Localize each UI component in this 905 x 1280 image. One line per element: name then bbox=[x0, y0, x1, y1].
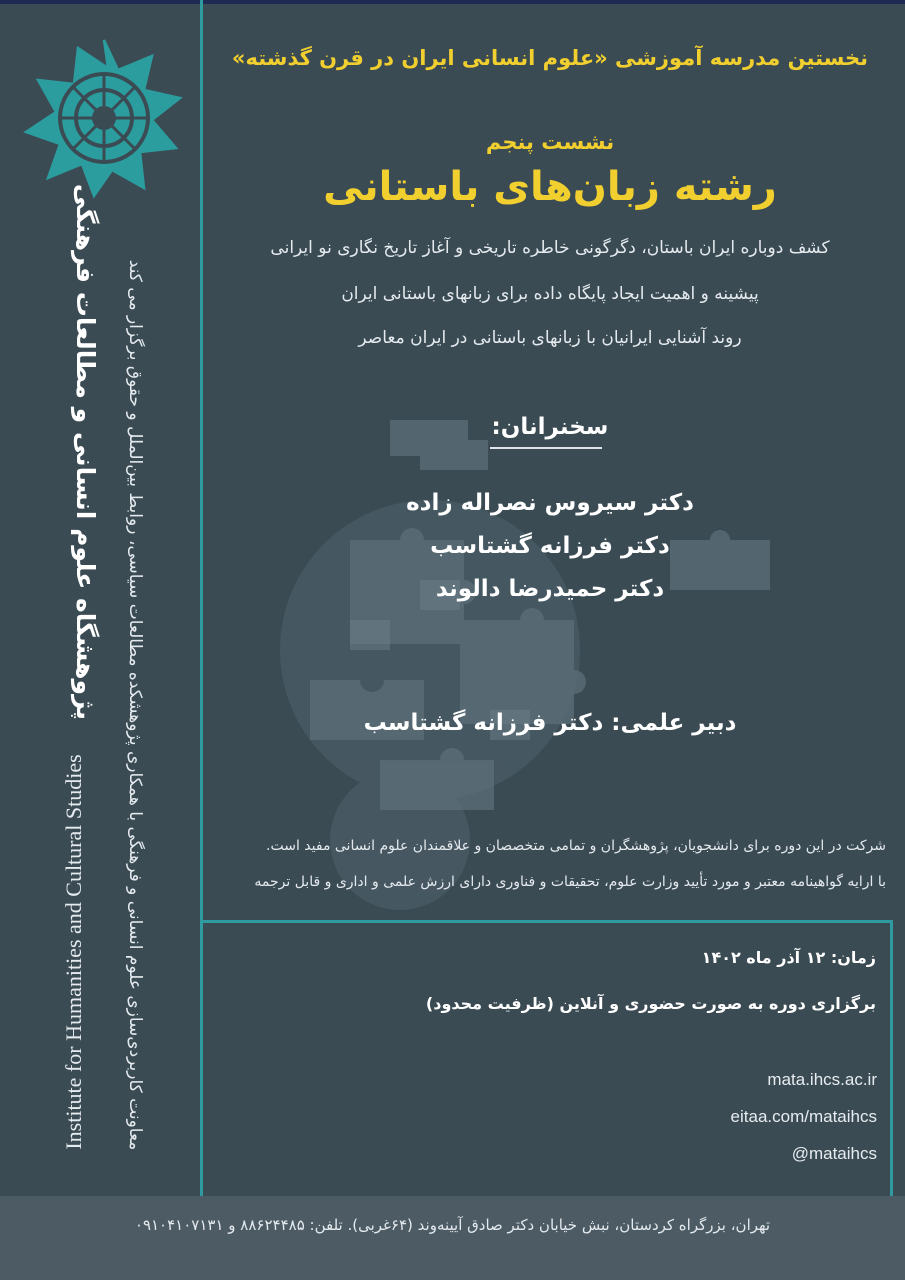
speakers-underline bbox=[490, 447, 602, 449]
main-title: رشته زبان‌های باستانی bbox=[323, 164, 777, 210]
institute-name-en: Institute for Humanities and Cultural Studies bbox=[61, 754, 86, 1150]
series-title: نخستین مدرسه آموزشی «علوم انسانی ایران در قرن گذشته» bbox=[231, 46, 869, 70]
handle-link[interactable]: @mataihcs bbox=[791, 1144, 877, 1163]
speaker-3: دکتر حمیدرضا دالوند bbox=[435, 576, 665, 602]
topic-1: کشف دوباره ایران باستان، دگرگونی خاطره تاریخی و آغاز تاریخ نگاری نو ایرانی bbox=[270, 238, 830, 258]
note-1: شرکت در این دوره برای دانشجویان، پژوهشگران و تمامی متخصصان و علاقمندان علوم انسانی مفید است. bbox=[266, 838, 886, 854]
eitaa-link[interactable]: eitaa.com/mataihcs bbox=[730, 1107, 877, 1126]
topic-2: پیشینه و اهمیت ایجاد پایگاه داده برای زبانهای باستانی ایران bbox=[341, 284, 759, 304]
session-label: نشست پنجم bbox=[485, 130, 615, 154]
left-border-line bbox=[200, 0, 203, 1196]
right-border-line bbox=[890, 920, 893, 1196]
institute-name-fa: پژوهشگاه علوم انسانی و مطالعات فرهنگی bbox=[71, 183, 100, 720]
speaker-2: دکتر فرزانه گشتاسب bbox=[430, 533, 670, 559]
logo-star-icon bbox=[22, 36, 186, 200]
scientific-secretary: دبیر علمی: دکتر فرزانه گشتاسب bbox=[363, 710, 737, 736]
speaker-1: دکتر سیروس نصراله زاده bbox=[406, 490, 694, 516]
website-link[interactable]: mata.ihcs.ac.ir bbox=[767, 1070, 877, 1089]
speakers-heading: سخنرانان: bbox=[491, 414, 609, 440]
divider-line bbox=[200, 920, 893, 923]
footer-address: تهران، بزرگراه کردستان، نبش خیابان دکتر صادق آیینه‌وند (۶۴غربی). تلفن: ۸۸۶۲۴۴۸۵ و ۰۹۱۰۴۱۰۷۱۳۱ bbox=[134, 1216, 771, 1234]
top-bar bbox=[0, 0, 905, 4]
deputy-line-fa: معاونت کاربردی‌سازی علوم انسانی و فرهنگی با همکاری پژوهشکده مطالعات سیاسی، روابط بین‌الملل و حقوق برگزار می کند bbox=[125, 259, 145, 1151]
topic-3: روند آشنایی ایرانیان با زبانهای باستانی در ایران معاصر bbox=[358, 328, 742, 348]
note-2: با ارایه گواهینامه معتبر و مورد تأیید وزارت علوم، تحقیقات و فناوری دارای ارزش علمی و اداری و قابل ترجمه bbox=[254, 874, 886, 890]
event-format: برگزاری دوره به صورت حضوری و آنلاین (ظرفیت محدود) bbox=[425, 994, 876, 1013]
event-time: زمان: ۱۲ آذر ماه ۱۴۰۲ bbox=[701, 948, 876, 967]
footer-band bbox=[0, 1196, 905, 1280]
